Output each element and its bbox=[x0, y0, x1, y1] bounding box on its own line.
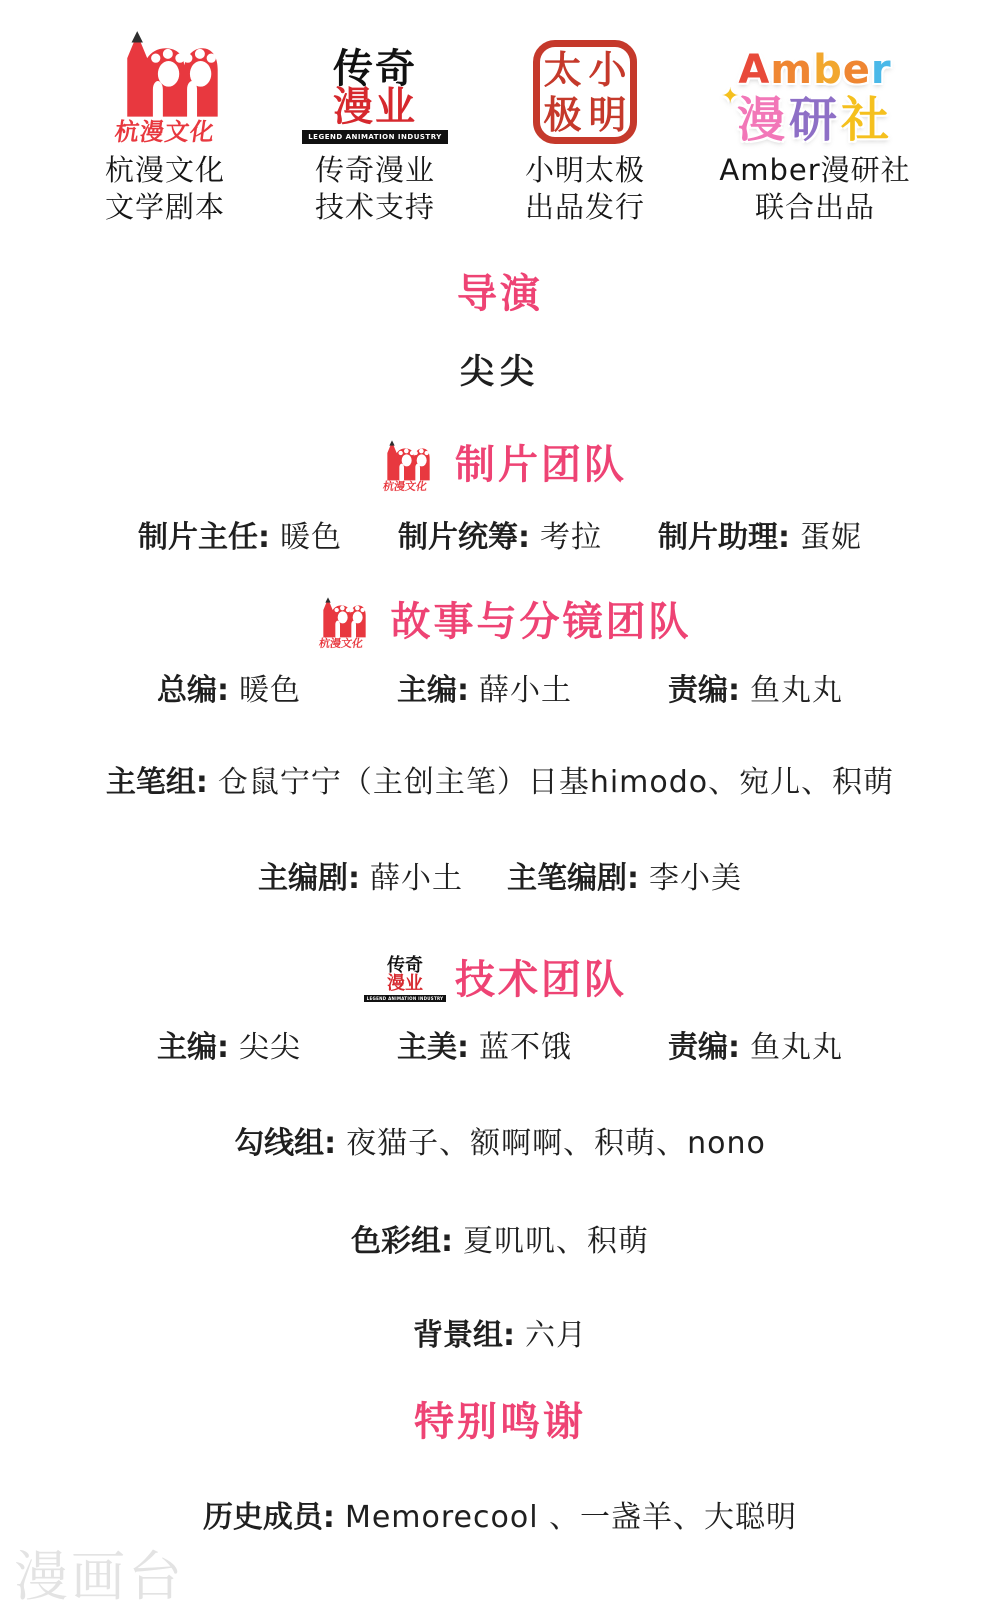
director-name: 尖尖 bbox=[460, 352, 540, 392]
hangman-mini-wordmark: 杭漫文化 bbox=[382, 480, 428, 493]
role-production-director: 制片主任: 暖色 bbox=[138, 520, 342, 555]
seal-char-tl: 太 bbox=[543, 46, 582, 92]
production-team-header bbox=[0, 437, 1000, 492]
logo-block-taiji bbox=[485, 12, 685, 226]
production-team-title: 制片团队 bbox=[455, 441, 627, 488]
role-editor: 主编: 薛小土 bbox=[397, 673, 572, 708]
legend-mini-word2: 漫业 bbox=[387, 973, 423, 994]
logo-block-amber bbox=[695, 12, 935, 226]
outline-group-row: 勾线组: 夜猫子、额啊啊、积萌、nono bbox=[234, 1126, 766, 1161]
amber-club-name: ✦ 漫研社 bbox=[737, 96, 893, 144]
hangman-wordmark: 杭漫文化 bbox=[113, 118, 217, 146]
legend-word1: 传奇 bbox=[332, 46, 417, 92]
manhuatai-watermark: 漫画台 bbox=[14, 1545, 185, 1608]
hangman-mini-wordmark: 杭漫文化 bbox=[317, 637, 364, 650]
story-team-title: 故事与分镜团队 bbox=[390, 598, 692, 645]
amber-caption bbox=[719, 152, 910, 226]
legend-mini-tagline: LEGEND ANIMATION INDUSTRY bbox=[364, 995, 447, 1002]
legend-mini-word1: 传奇 bbox=[387, 955, 423, 976]
history-members-row: 历史成员: Memorecool 、一盏羊、大聪明 bbox=[202, 1500, 798, 1535]
story-roles-row bbox=[0, 665, 1000, 709]
role-responsible-editor: 责编: 鱼丸丸 bbox=[668, 673, 843, 708]
hangman-culture-logo bbox=[107, 12, 223, 144]
hangman-m-paw-icon bbox=[314, 594, 368, 638]
legend-word2: 漫业 bbox=[332, 84, 417, 130]
logo-block-legend bbox=[275, 12, 475, 226]
legend-caption-line1: 传奇漫业 bbox=[314, 153, 435, 187]
background-group-row: 背景组: 六月 bbox=[413, 1318, 587, 1353]
xiaoming-taiji-seal-logo bbox=[533, 12, 637, 144]
hangman-m-paw-icon bbox=[107, 24, 223, 118]
legend-tagline: LEGEND ANIMATION INDUSTRY bbox=[302, 130, 448, 144]
red-seal-icon bbox=[533, 40, 637, 144]
role-tech-responsible-editor: 责编: 鱼丸丸 bbox=[668, 1030, 843, 1065]
hangman-caption bbox=[105, 152, 225, 226]
hangman-caption-line1: 杭漫文化 bbox=[104, 153, 225, 187]
taiji-caption-line2: 出品发行 bbox=[524, 190, 645, 224]
role-chief-editor: 总编: 暖色 bbox=[157, 673, 301, 708]
amber-caption-line1: Amber漫研社 bbox=[719, 153, 911, 187]
role-tech-editor: 主编: 尖尖 bbox=[157, 1030, 301, 1065]
amber-caption-line2: 联合出品 bbox=[754, 190, 875, 224]
legend-caption-line2: 技术支持 bbox=[314, 190, 435, 224]
role-main-screenwriter: 主笔编剧: 李小美 bbox=[507, 861, 742, 896]
tech-team-title: 技术团队 bbox=[455, 956, 627, 1003]
hangman-mini-logo bbox=[373, 437, 437, 492]
logo-block-hangman bbox=[65, 12, 265, 226]
role-production-assistant: 制片助理: 蛋妮 bbox=[658, 520, 862, 555]
seal-char-bl: 极 bbox=[543, 91, 582, 137]
amber-club-logo bbox=[736, 12, 894, 148]
seal-char-tr: 小 bbox=[588, 46, 627, 92]
role-art-director: 主美: 蓝不饿 bbox=[397, 1030, 572, 1065]
legend-mini-logo bbox=[366, 955, 444, 1002]
tech-roles-row bbox=[0, 1022, 1000, 1066]
taiji-caption-line1: 小明太极 bbox=[524, 153, 645, 187]
lead-artists-row: 主笔组: 仓鼠宁宁（主创主笔）日基himodo、宛儿、积萌 bbox=[105, 765, 895, 800]
story-team-header bbox=[0, 594, 1000, 649]
legend-caption bbox=[315, 152, 435, 226]
special-thanks-title: 特别鸣谢 bbox=[414, 1399, 586, 1445]
taiji-caption bbox=[525, 152, 645, 226]
tech-team-header bbox=[0, 957, 1000, 1002]
hangman-m-paw-icon bbox=[378, 437, 432, 481]
hangman-caption-line2: 文学剧本 bbox=[104, 190, 225, 224]
legend-animation-logo bbox=[302, 12, 448, 144]
role-production-coordinator: 制片统筹: 考拉 bbox=[398, 520, 602, 555]
amber-wordmark: Amber bbox=[738, 47, 892, 93]
writers-row bbox=[0, 853, 1000, 897]
role-lead-screenwriter: 主编剧: 薛小土 bbox=[258, 861, 463, 896]
color-group-row: 色彩组: 夏叽叽、积萌 bbox=[351, 1224, 649, 1259]
director-title: 导演 bbox=[457, 271, 543, 317]
hangman-mini-logo bbox=[309, 594, 373, 649]
production-roles-row bbox=[0, 512, 1000, 556]
publisher-logos-row bbox=[0, 0, 1000, 226]
seal-char-br: 明 bbox=[588, 91, 627, 137]
